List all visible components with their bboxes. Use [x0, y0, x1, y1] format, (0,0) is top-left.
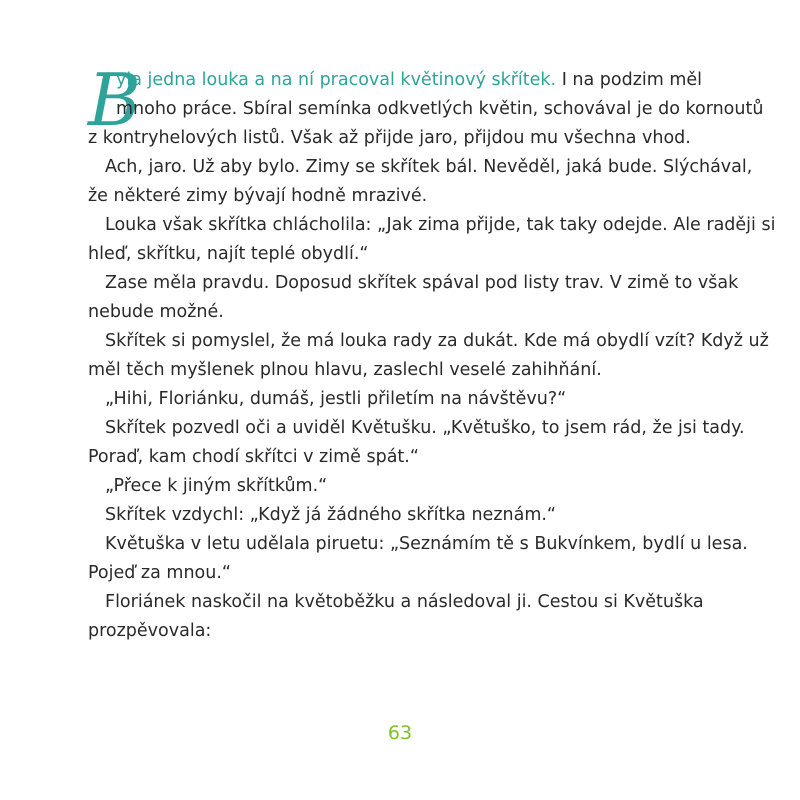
text-line-first — [88, 66, 748, 95]
text-line: Ach, jaro. Už aby bylo. Zimy se skřítek bál. Nevěděl, jaká bude. Slýchával, — [105, 157, 753, 177]
text-line: Poraď, kam chodí skřítci v zimě spát.“ — [88, 447, 419, 467]
opening-rest: I na podzim měl — [556, 70, 703, 90]
text-line: Floriánek naskočil na květoběžku a následoval ji. Cestou si Květuška — [105, 592, 704, 612]
text-line: mnoho práce. Sbíral semínka odkvetlých květin, schovával je do kornoutů — [116, 99, 764, 119]
text-line: Skřítek vzdychl: „Když já žádného skřítka neznám.“ — [105, 505, 557, 525]
text-line: prozpěvovala: — [88, 621, 212, 641]
text-line: „Hihi, Floriánku, dumáš, jestli přiletím na návštěvu?“ — [105, 389, 567, 409]
story-text — [88, 58, 776, 646]
text-line: Květuška v letu udělala piruetu: „Seznámím tě s Bukvínkem, bydlí u lesa. — [105, 534, 748, 554]
text-line: Skřítek pozvedl oči a uviděl Květušku. „Květuško, to jsem rád, že jsi tady. — [105, 418, 745, 438]
text-line: hleď, skřítku, najít teplé obydlí.“ — [88, 244, 369, 264]
page-number: 63 — [387, 722, 413, 744]
text-line: že některé zimy bývají hodně mrazivé. — [88, 186, 428, 206]
text-line: „Přece k jiným skřítkům.“ — [105, 476, 328, 496]
text-line: Louka však skřítka chlácholila: „Jak zima přijde, tak taky odejde. Ale raději si — [105, 215, 776, 235]
text-line: Pojeď za mnou.“ — [88, 563, 231, 583]
text-line: Zase měla pravdu. Doposud skřítek spával pod listy trav. V zimě to však — [105, 273, 739, 293]
text-line: z kontryhelových listů. Však až přijde jaro, přijdou mu všechna vhod. — [88, 128, 691, 148]
text-line: měl těch myšlenek plnou hlavu, zaslechl veselé zahihňání. — [88, 360, 602, 380]
text-line: nebude možné. — [88, 302, 224, 322]
text-line: Skřítek si pomyslel, že má louka rady za dukát. Kde má obydlí vzít? Když už — [105, 331, 769, 351]
drop-cap-letter: B — [88, 58, 141, 142]
opening-phrase: yla jedna louka a na ní pracoval květinový skřítek. — [116, 70, 557, 90]
